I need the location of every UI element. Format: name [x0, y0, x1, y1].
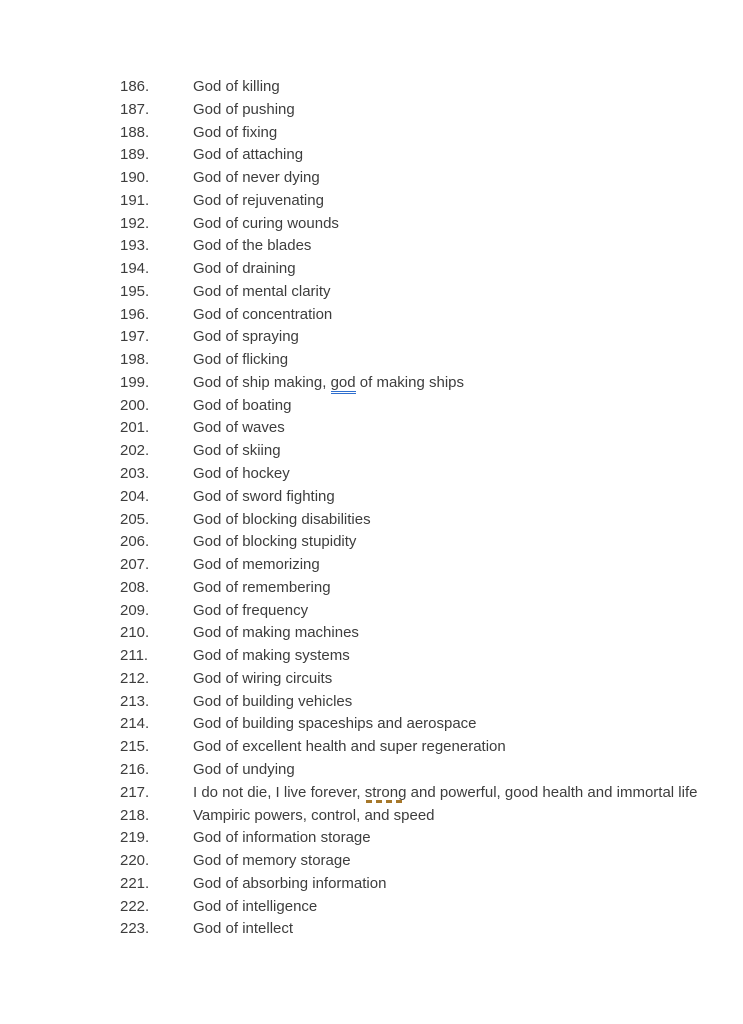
list-item	[120, 759, 733, 782]
list-item-text	[193, 759, 295, 782]
text-segment: God of building vehicles	[193, 692, 353, 710]
list-item	[120, 122, 733, 145]
text-segment: God of intellect	[193, 920, 294, 938]
list-item-number: 199.	[120, 373, 150, 391]
list-item-text	[193, 440, 281, 463]
list-item-text	[193, 326, 299, 349]
list-item-number: 201.	[120, 419, 150, 437]
list-item	[120, 873, 733, 896]
list-item-text	[193, 190, 324, 213]
text-segment: Vampiric powers, control, and speed	[193, 806, 435, 824]
text-segment: God of remembering	[193, 578, 331, 596]
list-item-text	[193, 691, 352, 714]
list-item-text	[193, 258, 296, 281]
list-item-text	[193, 850, 351, 873]
list-item-text	[193, 122, 277, 145]
numbered-list	[120, 76, 733, 941]
list-item	[120, 486, 733, 509]
list-item	[120, 167, 733, 190]
list-item	[120, 668, 733, 691]
text-segment: God of undying	[193, 760, 295, 778]
text-segment: God of wiring circuits	[193, 669, 333, 687]
list-item	[120, 440, 733, 463]
list-item-text	[193, 827, 371, 850]
text-segment: God of rejuvenating	[193, 191, 324, 209]
list-item	[120, 417, 733, 440]
list-item-text	[193, 417, 285, 440]
list-item-number: 186.	[120, 78, 150, 95]
text-segment: God of building spaceships and aerospace	[193, 715, 477, 733]
list-item-text	[193, 668, 332, 691]
text-segment: I do not die, I live forever,	[193, 783, 365, 801]
list-item-text	[193, 873, 386, 896]
list-item-number: 218.	[120, 806, 150, 824]
list-item	[120, 896, 733, 919]
text-segment: God of hockey	[193, 465, 290, 483]
list-item	[120, 554, 733, 577]
list-item-number: 206.	[120, 533, 150, 551]
list-item-number: 215.	[120, 738, 150, 756]
list-item	[120, 736, 733, 759]
text-segment: God of draining	[193, 260, 296, 278]
list-item-number: 190.	[120, 169, 150, 187]
refinement-marked-word[interactable]: strong	[364, 783, 407, 801]
list-item	[120, 235, 733, 258]
list-item	[120, 713, 733, 736]
list-item-text	[193, 213, 339, 236]
list-item-text	[193, 167, 320, 190]
text-segment: God of skiing	[193, 442, 281, 460]
text-segment: God of curing wounds	[193, 214, 339, 232]
text-segment: God of excellent health and super regeneration	[193, 738, 506, 756]
text-segment: God of sword fighting	[193, 487, 335, 505]
list-item-number: 220.	[120, 852, 150, 870]
list-item	[120, 463, 733, 486]
list-item-number: 197.	[120, 328, 150, 346]
list-item-text	[193, 99, 295, 122]
list-item-text	[193, 531, 356, 554]
text-segment: God of flicking	[193, 351, 289, 369]
list-item	[120, 600, 733, 623]
list-item-number: 222.	[120, 897, 150, 915]
list-item-number: 207.	[120, 556, 150, 574]
text-segment: God of attaching	[193, 146, 304, 164]
text-segment: God of memorizing	[193, 556, 320, 574]
list-item-number: 221.	[120, 874, 150, 892]
list-item-number: 204.	[120, 487, 150, 505]
list-item-number: 191.	[120, 191, 150, 209]
list-item-number: 203.	[120, 465, 150, 483]
list-item-number: 196.	[120, 305, 150, 323]
list-item-number: 213.	[120, 692, 150, 710]
list-item-number: 209.	[120, 601, 150, 619]
text-segment: God of absorbing information	[193, 874, 387, 892]
list-item-text	[193, 736, 506, 759]
list-item	[120, 850, 733, 873]
list-item-text	[193, 349, 288, 372]
text-segment: God of intelligence	[193, 897, 318, 915]
text-segment: God of frequency	[193, 601, 309, 619]
list-item-number: 198.	[120, 351, 150, 369]
list-item-text	[193, 896, 317, 919]
text-segment: God of concentration	[193, 305, 333, 323]
list-item	[120, 213, 733, 236]
list-item-number: 193.	[120, 237, 150, 255]
list-item-text	[193, 645, 350, 668]
text-segment: God of blocking disabilities	[193, 510, 371, 528]
list-item-text	[193, 713, 477, 736]
text-segment: God of waves	[193, 419, 285, 437]
list-item-number: 194.	[120, 260, 150, 278]
list-item-text	[193, 600, 308, 623]
list-item	[120, 304, 733, 327]
list-item	[120, 805, 733, 828]
list-item	[120, 258, 733, 281]
list-item-text	[193, 622, 359, 645]
list-item	[120, 622, 733, 645]
list-item	[120, 326, 733, 349]
list-item-number: 217.	[120, 783, 150, 801]
list-item-number: 216.	[120, 760, 150, 778]
list-item	[120, 509, 733, 532]
list-item	[120, 782, 733, 805]
list-item-number: 223.	[120, 920, 150, 938]
list-item	[120, 395, 733, 418]
list-item-text	[193, 509, 371, 532]
list-item	[120, 691, 733, 714]
text-segment: God of spraying	[193, 328, 299, 346]
text-segment: God of mental clarity	[193, 282, 331, 300]
list-item	[120, 349, 733, 372]
list-item	[120, 144, 733, 167]
list-item-number: 189.	[120, 146, 150, 164]
text-segment: God of pushing	[193, 100, 295, 118]
text-segment: God of blocking stupidity	[193, 533, 357, 551]
list-item-text	[193, 235, 311, 258]
list-item-number: 187.	[120, 100, 150, 118]
list-item	[120, 531, 733, 554]
text-segment: God of killing	[193, 78, 280, 95]
text-segment: God of ship making,	[193, 373, 331, 391]
list-item-number: 219.	[120, 829, 150, 847]
list-item	[120, 577, 733, 600]
list-item-text	[193, 918, 293, 941]
list-item-text	[193, 395, 291, 418]
list-item-text	[193, 782, 697, 805]
list-item-number: 195.	[120, 282, 150, 300]
list-item-text	[193, 281, 331, 304]
list-item-text	[193, 144, 303, 167]
text-segment: God of making systems	[193, 647, 350, 665]
list-item	[120, 99, 733, 122]
list-item-text	[193, 554, 320, 577]
text-segment: God of the blades	[193, 237, 312, 255]
list-item-number: 214.	[120, 715, 150, 733]
text-segment: God of fixing	[193, 123, 278, 141]
list-item-number: 211.	[120, 647, 149, 665]
list-item-number: 210.	[120, 624, 150, 642]
list-item	[120, 918, 733, 941]
list-item-text	[193, 304, 332, 327]
text-segment: God of making machines	[193, 624, 359, 642]
list-item-number: 205.	[120, 510, 150, 528]
list-item-text	[193, 577, 331, 600]
list-item-text	[193, 805, 435, 828]
list-item	[120, 190, 733, 213]
list-item	[120, 76, 733, 99]
list-item-text	[193, 463, 290, 486]
list-item-number: 188.	[120, 123, 150, 141]
list-item-number: 212.	[120, 669, 150, 687]
text-segment: God of memory storage	[193, 852, 351, 870]
list-item-number: 202.	[120, 442, 150, 460]
list-item-number: 200.	[120, 396, 150, 414]
list-item-number: 208.	[120, 578, 150, 596]
list-item	[120, 281, 733, 304]
text-segment: and powerful, good health and immortal life	[406, 783, 698, 801]
list-item	[120, 372, 733, 395]
text-segment: of making ships	[355, 373, 464, 391]
text-segment: God of boating	[193, 396, 292, 414]
list-item-text	[193, 486, 335, 509]
text-segment: God of information storage	[193, 829, 371, 847]
text-segment: God of never dying	[193, 169, 320, 187]
list-item-text	[193, 76, 280, 99]
list-item	[120, 645, 733, 668]
list-item-text	[193, 372, 464, 395]
list-item	[120, 827, 733, 850]
list-item-number: 192.	[120, 214, 150, 232]
grammar-marked-word[interactable]: god	[331, 374, 356, 394]
